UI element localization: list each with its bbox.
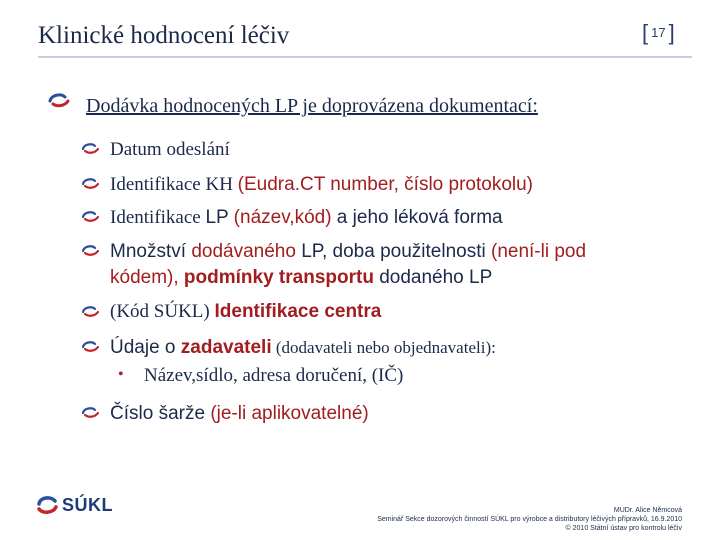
swirl-bullet-icon [82,244,99,256]
page-number-value: 17 [651,25,666,40]
list-item: Identifikace KH (Eudra.CT number, číslo protokolu) [110,174,534,195]
section-heading: Dodávka hodnocených LP je doprovázena dokumentací: [86,95,538,117]
list-item: Množství dodávaného LP, doba použitelnosti (není-li pod [110,241,587,262]
logo-text: SÚKL [62,494,113,515]
list-item: Údaje o zadavateli (dodavateli nebo objednavateli): [110,337,496,358]
swirl-bullet-icon [82,406,99,418]
list-item: Datum odeslání [110,139,230,160]
footer-event: Seminář Sekce dozorových činností SÚKL pro výrobce a distributory léčivých přípravků, 16.9.2010 [377,516,682,523]
sukl-logo [36,494,113,516]
swirl-bullet-icon [82,210,99,222]
list-item: Číslo šarže (je-li aplikovatelné) [110,403,369,424]
footer-copyright: © 2010 Státní ústav pro kontrolu léčiv [565,525,682,532]
slide-title: Klinické hodnocení léčiv [38,22,290,49]
list-item: Identifikace LP (název,kód) a jeho léková forma [110,207,503,228]
swirl-bullet-icon [82,305,99,317]
swirl-bullet-icon [82,142,99,154]
list-item: (Kód SÚKL) Identifikace centra [110,301,382,322]
swirl-bullet-icon [82,340,99,352]
footer-info [377,506,682,533]
sub-list-item: Název,sídlo, adresa doručení, (IČ) [144,365,404,386]
title-divider [38,56,692,58]
sukl-logo-icon [36,494,58,516]
swirl-bullet-icon [82,177,99,189]
swirl-bullet-icon [48,92,70,108]
sub-bullet-icon: • [118,366,124,383]
page-number: [ 17 ] [642,20,675,45]
list-item-continuation: kódem), podmínky transportu dodaného LP [110,267,493,288]
footer-author: MUDr. Alice Němcová [613,507,682,514]
